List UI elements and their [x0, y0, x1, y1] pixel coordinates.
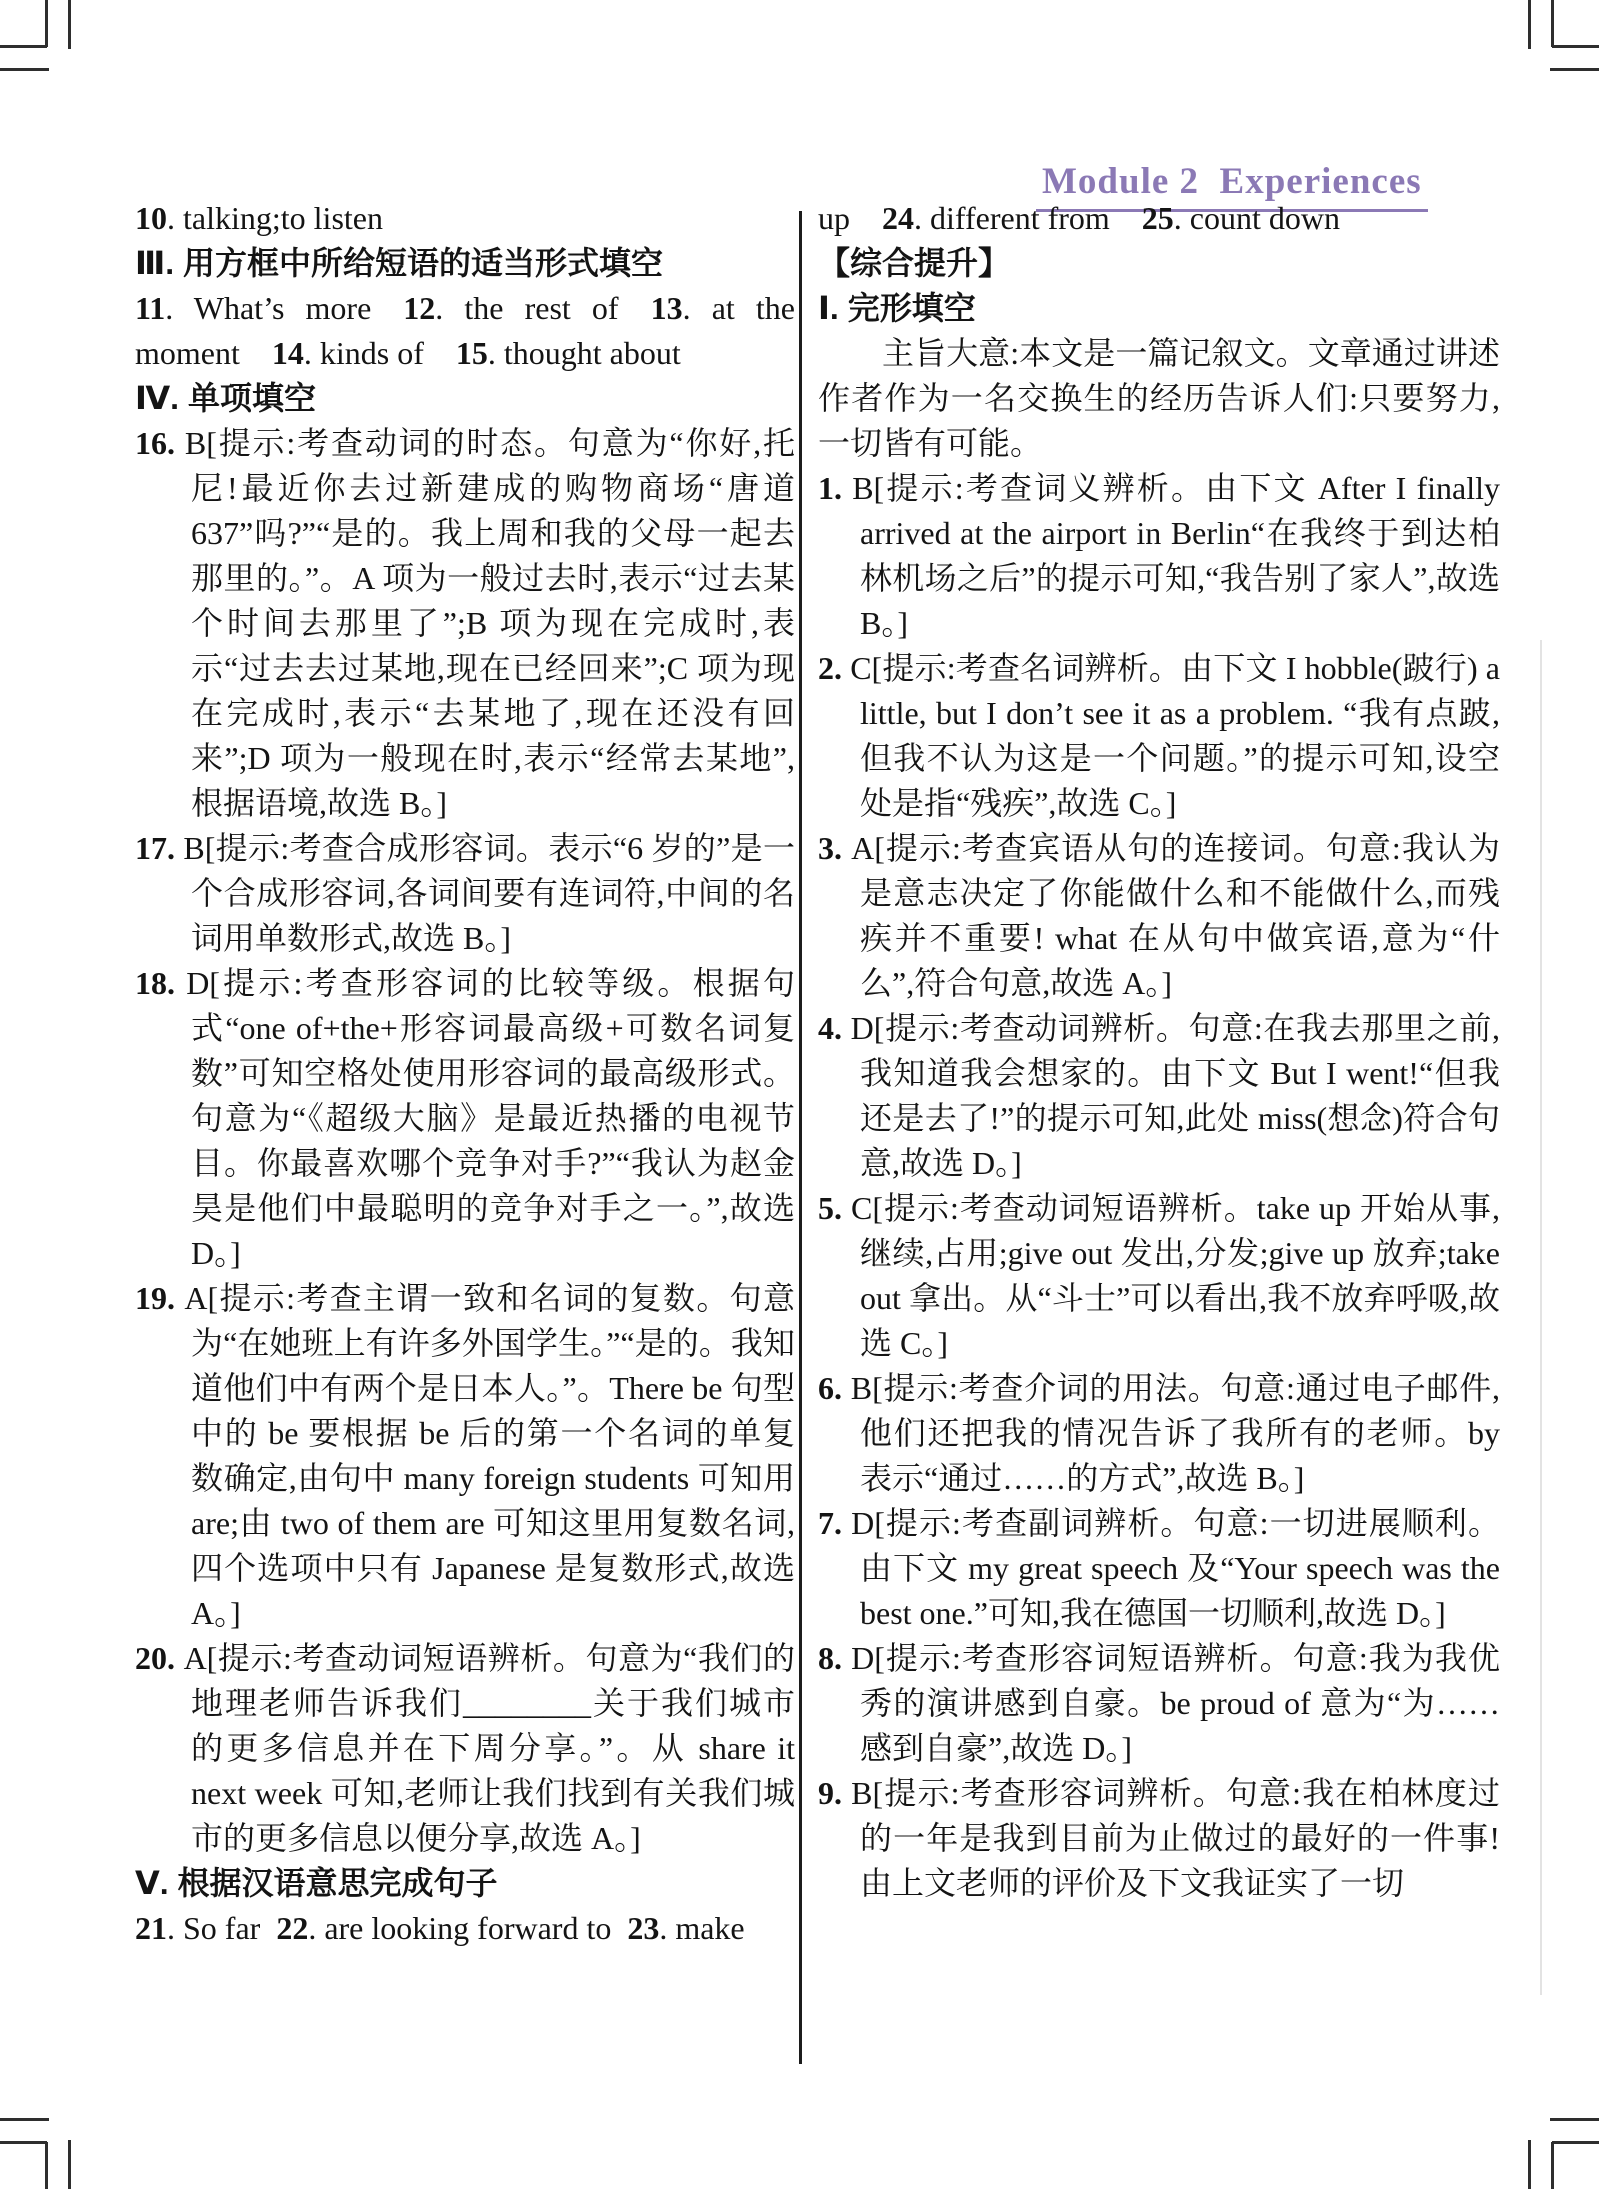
item-explanation-text: D[提示:考查动词辨析。句意:在我去那里之前,我知道我会想家的。由下文 But I went!“但我还是去了!”的提示可知,此处 miss(想念)符合句意,故选 D。]	[850, 1010, 1500, 1181]
item-explanation-text: D[提示:考查形容词的比较等级。根据句式“one of+the+形容词最高级+可数名词复数”可知空格处使用形容词的最高级形式。句意为“《超级大脑》是最近热播的电视节目。你最喜欢哪个竞争对手?”“我认为赵金昊是他们中最聪明的竞争对手之一。”,故选 D。]	[186, 965, 795, 1271]
answer-item-2	[818, 646, 1500, 826]
item-number: 9.	[818, 1775, 852, 1811]
item-number: 25	[1141, 200, 1174, 236]
item-number: 6.	[818, 1370, 851, 1406]
section-heading: Ⅳ. 单项填空	[135, 380, 316, 416]
answer-item-8	[818, 1636, 1500, 1771]
section-heading: Ⅴ. 根据汉语意思完成句子	[135, 1865, 498, 1901]
item-number: 2.	[818, 650, 851, 686]
page-title: Module 2 Experiences	[1036, 162, 1428, 212]
item-number: 7.	[818, 1505, 852, 1541]
answer-item-3	[818, 826, 1500, 1006]
answer-item-1	[818, 466, 1500, 646]
item-number: 24	[882, 200, 914, 236]
column-divider-rule	[799, 211, 802, 2064]
item-explanation-text: A[提示:考查动词短语辨析。句意为“我们的地理老师告诉我们________关于我们城市的更多信息并在下周分享。”。从 share it next week 可知,老师让我们找到有关我们城市的更多信息以便分享,故选 A。]	[183, 1640, 795, 1856]
scan-artifact-line	[1540, 640, 1542, 1995]
item-number: 12	[403, 290, 436, 326]
item-number: 11	[135, 290, 166, 326]
item-explanation-text: B[提示:考查介词的用法。句意:通过电子邮件,他们还把我的情况告诉了我所有的老师。by 表示“通过……的方式”,故选 B。]	[850, 1370, 1500, 1496]
answers-line	[135, 196, 795, 241]
section-heading: Ⅲ. 用方框中所给短语的适当形式填空	[135, 245, 664, 281]
crop-mark-top-right-h2	[1550, 68, 1599, 71]
answer-item-17	[135, 826, 795, 961]
crop-mark-top-left-v1	[45, 0, 48, 47]
section-heading: Ⅰ. 完形填空	[818, 290, 976, 326]
item-explanation-text: A[提示:考查宾语从句的连接词。句意:我认为是意志决定了你能做什么和不能做什么,而残疾并不重要! what 在从句中做宾语,意为“什么”,符合句意,故选 A。]	[851, 830, 1500, 1001]
item-explanation-text: B[提示:考查形容词辨析。句意:我在柏林度过的一年是我到目前为止做过的最好的一件事! 由上文老师的评价及下文我证实了一切	[851, 1775, 1500, 1901]
crop-mark-top-left-h2	[0, 68, 49, 71]
answer-text: up	[818, 200, 882, 236]
crop-mark-bottom-left-v2	[68, 2140, 71, 2189]
answers-line	[135, 1906, 795, 1951]
item-number: 14	[271, 335, 304, 371]
answer-item-18	[135, 961, 795, 1276]
answer-text: . count down	[1173, 200, 1340, 236]
item-explanation-text: A[提示:考查主谓一致和名词的复数。句意为“在她班上有许多外国学生。”“是的。我知道他们中有两个是日本人。”。There be 句型中的 be 要根据 be 后的第一个名词的单复数确定,由句中 many foreign students 可知用 are;由 two of them are 可知这里用复数名词,四个选项中只有 Japanese 是复数形式,故选 A。]	[184, 1280, 795, 1631]
crop-mark-top-left-h1	[0, 45, 47, 48]
answer-item-6	[818, 1366, 1500, 1501]
answer-text: . different from	[914, 200, 1142, 236]
left-column	[135, 196, 795, 1951]
answer-item-5	[818, 1186, 1500, 1366]
crop-mark-top-right-v1	[1551, 0, 1554, 47]
answer-text: . So far	[167, 1910, 277, 1946]
item-number: 10	[135, 200, 167, 236]
item-number: 5.	[818, 1190, 851, 1226]
answer-text: . thought about	[487, 335, 681, 371]
answer-text: . at the moment	[135, 290, 796, 371]
item-number: 15	[455, 335, 488, 371]
passage-summary: 主旨大意:本文是一篇记叙文。文章通过讲述作者作为一名交换生的经历告诉人们:只要努力,一切皆有可能。	[818, 335, 1500, 461]
section-heading: 【综合提升】	[818, 245, 1011, 281]
answer-item-16	[135, 421, 795, 826]
crop-mark-top-left-v2	[68, 0, 71, 49]
item-explanation-text: D[提示:考查副词辨析。句意:一切进展顺利。由下文 my great speech 及“Your speech was the best one.”可知,我在德国一切顺利,故选 D。]	[851, 1505, 1500, 1631]
answer-item-9	[818, 1771, 1500, 1906]
item-number: 4.	[818, 1010, 851, 1046]
item-number: 19.	[135, 1280, 185, 1316]
crop-mark-bottom-left-h2	[0, 2118, 49, 2121]
answer-item-19	[135, 1276, 795, 1636]
item-number: 3.	[818, 830, 852, 866]
answer-text: . talking;to listen	[167, 200, 383, 236]
answer-text: . the rest of	[435, 290, 651, 326]
crop-mark-top-right-v2	[1528, 0, 1531, 49]
item-explanation-text: C[提示:考查动词短语辨析。take up 开始从事,继续,占用;give out 发出,分发;give up 放弃;take out 拿出。从“斗士”可以看出,我不放弃呼吸,故选 C。]	[851, 1190, 1500, 1361]
crop-mark-top-right-h1	[1552, 45, 1599, 48]
answers-line	[135, 286, 795, 376]
answer-text: . What’s more	[165, 290, 404, 326]
item-number: 23	[627, 1910, 660, 1946]
answer-text: . make	[659, 1910, 745, 1946]
item-number: 1.	[818, 470, 853, 506]
answer-item-20	[135, 1636, 795, 1861]
item-explanation-text: B[提示:考查词义辨析。由下文 After I finally arrived at the airport in Berlin“在我终于到达柏林机场之后”的提示可知,“我告别了家人”,故选 B。]	[852, 470, 1500, 641]
item-number: 20.	[135, 1640, 184, 1676]
crop-mark-bottom-left-h1	[0, 2141, 47, 2144]
answer-text: . kinds of	[303, 335, 456, 371]
item-number: 8.	[818, 1640, 852, 1676]
item-number: 16.	[135, 425, 185, 461]
answer-item-7	[818, 1501, 1500, 1636]
item-number: 17.	[135, 830, 184, 866]
answer-item-4	[818, 1006, 1500, 1186]
crop-mark-bottom-right-v2	[1528, 2140, 1531, 2189]
crop-mark-bottom-right-v1	[1551, 2142, 1554, 2189]
item-explanation-text: B[提示:考查动词的时态。句意为“你好,托尼!最近你去过新建成的购物商场“唐道637”吗?”“是的。我上周和我的父母一起去那里的。”。A 项为一般过去时,表示“过去某个时间去那里了”;B 项为现在完成时,表示“过去去过某地,现在已经回来”;C 项为现在完成时,表示“去某地了,现在还没有回来”;D 项为一般现在时,表示“经常去某地”,根据语境,故选 B。]	[184, 425, 796, 821]
crop-mark-bottom-right-h1	[1552, 2141, 1599, 2144]
item-explanation-text: D[提示:考查形容词短语辨析。句意:我为我优秀的演讲感到自豪。be proud of 意为“为……感到自豪”,故选 D。]	[851, 1640, 1500, 1766]
item-explanation-text: C[提示:考查名词辨析。由下文 I hobble(跛行) a little, but I don’t see it as a problem. “我有点跛,但我不认为这是一个问题。”的提示可知,设空处是指“残疾”,故选 C。]	[850, 650, 1500, 821]
item-number: 22	[276, 1910, 309, 1946]
crop-mark-bottom-right-h2	[1550, 2118, 1599, 2121]
answers-line	[818, 196, 1500, 241]
item-explanation-text: B[提示:考查合成形容词。表示“6 岁的”是一个合成形容词,各词间要有连词符,中间的名词用单数形式,故选 B。]	[183, 830, 795, 956]
item-number: 18.	[135, 965, 187, 1001]
item-number: 13	[650, 290, 683, 326]
crop-mark-bottom-left-v1	[45, 2142, 48, 2189]
answer-text: . are looking forward to	[308, 1910, 628, 1946]
item-number: 21	[135, 1910, 167, 1946]
right-column	[818, 196, 1500, 1906]
